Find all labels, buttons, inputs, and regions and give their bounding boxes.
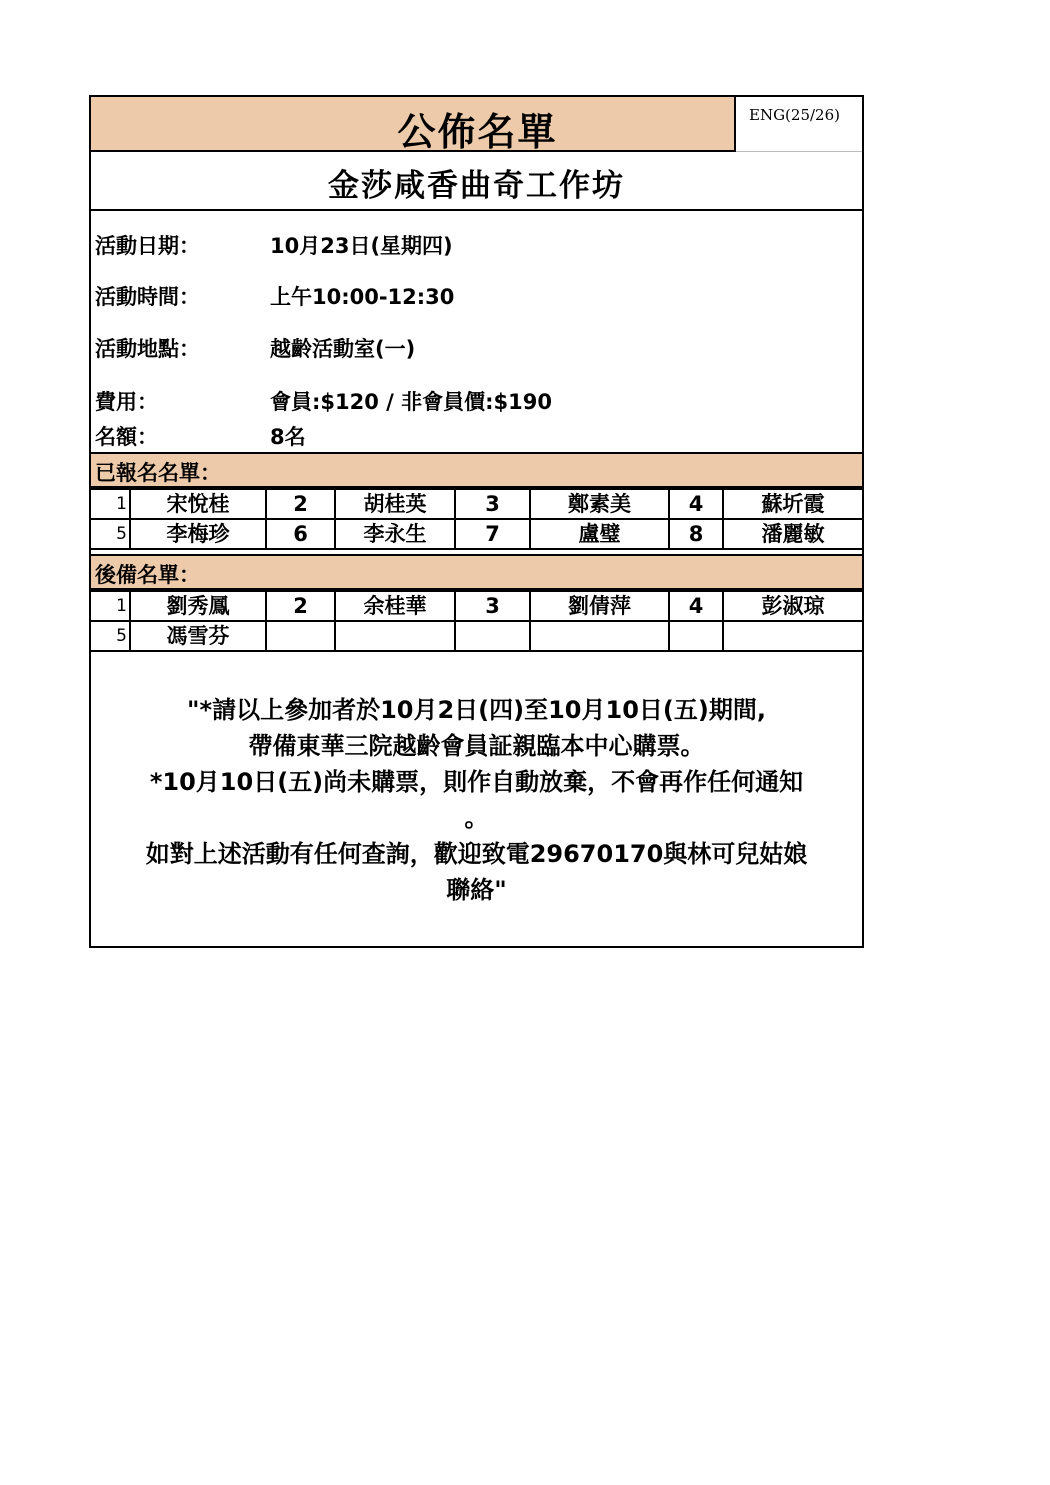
reference-code-cell [736, 97, 862, 152]
participant-name: 劉秀鳳 [130, 591, 266, 621]
activity-title: 金莎咸香曲奇工作坊 [328, 168, 625, 204]
participant-name: 鄭素美 [530, 489, 669, 519]
notice-line: 如對上述活動有任何查詢，歡迎致電29670170與林可兒姑娘 [145, 840, 808, 868]
table-row [91, 621, 862, 651]
participant-name: 馮雪芬 [130, 621, 266, 651]
time-label: 活動時間： [95, 285, 200, 309]
table-row [91, 519, 862, 549]
row-number: 2 [266, 489, 335, 519]
waitlist-table [91, 590, 862, 652]
registered-band [91, 452, 862, 488]
waitlist-band [91, 554, 862, 590]
page-title: 公佈名單 [397, 110, 558, 154]
participant-name: 李永生 [335, 519, 455, 549]
participant-name [335, 621, 455, 651]
row-number: 7 [455, 519, 530, 549]
reference-code: ENG(25/26) [749, 106, 840, 124]
header-band [91, 97, 736, 152]
notice-line: 聯絡" [446, 876, 507, 904]
quota-value: 8名 [270, 425, 306, 449]
notice-line: 帶備東華三院越齡會員証親臨本中心購票。 [248, 732, 705, 760]
waitlist-title: 後備名單： [95, 563, 200, 587]
participant-name: 余桂華 [335, 591, 455, 621]
activity-title-row [91, 152, 862, 211]
row-number: 3 [455, 489, 530, 519]
participant-name: 蘇圻霞 [723, 489, 862, 519]
row-number: 5 [91, 621, 130, 651]
registered-table [91, 488, 862, 550]
notice-text [91, 692, 862, 908]
notice-line: *10月10日(五)尚未購票，則作自動放棄，不會再作任何通知 [149, 768, 804, 796]
participant-name: 彭淑琼 [723, 591, 862, 621]
row-number: 4 [669, 489, 723, 519]
participant-name [530, 621, 669, 651]
row-number [455, 621, 530, 651]
row-number [266, 621, 335, 651]
participant-name: 潘麗敏 [723, 519, 862, 549]
time-value: 上午10:00-12:30 [270, 285, 455, 309]
notice-line: "*請以上參加者於10月2日(四)至10月10日(五)期間, [187, 696, 766, 724]
notice-line: 。 [464, 804, 489, 832]
fee-value: 會員:$120 / 非會員價:$190 [270, 390, 552, 414]
participant-name: 李梅珍 [130, 519, 266, 549]
row-number: 8 [669, 519, 723, 549]
participant-name: 盧璧 [530, 519, 669, 549]
participant-name [723, 621, 862, 651]
participant-name: 宋悅桂 [130, 489, 266, 519]
row-number: 5 [91, 519, 130, 549]
quota-label: 名額： [95, 425, 158, 449]
fee-label: 費用： [95, 390, 158, 414]
date-value: 10月23日(星期四) [270, 234, 453, 258]
row-number: 1 [91, 591, 130, 621]
row-number: 6 [266, 519, 335, 549]
participant-name: 劉倩萍 [530, 591, 669, 621]
participant-name: 胡桂英 [335, 489, 455, 519]
row-number [669, 621, 723, 651]
table-row [91, 591, 862, 621]
table-row [91, 489, 862, 519]
date-label: 活動日期： [95, 234, 200, 258]
row-number: 3 [455, 591, 530, 621]
venue-label: 活動地點： [95, 337, 200, 361]
row-number: 4 [669, 591, 723, 621]
row-number: 2 [266, 591, 335, 621]
row-number: 1 [91, 489, 130, 519]
registered-title: 已報名名單： [95, 461, 221, 485]
venue-value: 越齡活動室(一) [270, 337, 416, 361]
notice-sheet [89, 95, 864, 948]
